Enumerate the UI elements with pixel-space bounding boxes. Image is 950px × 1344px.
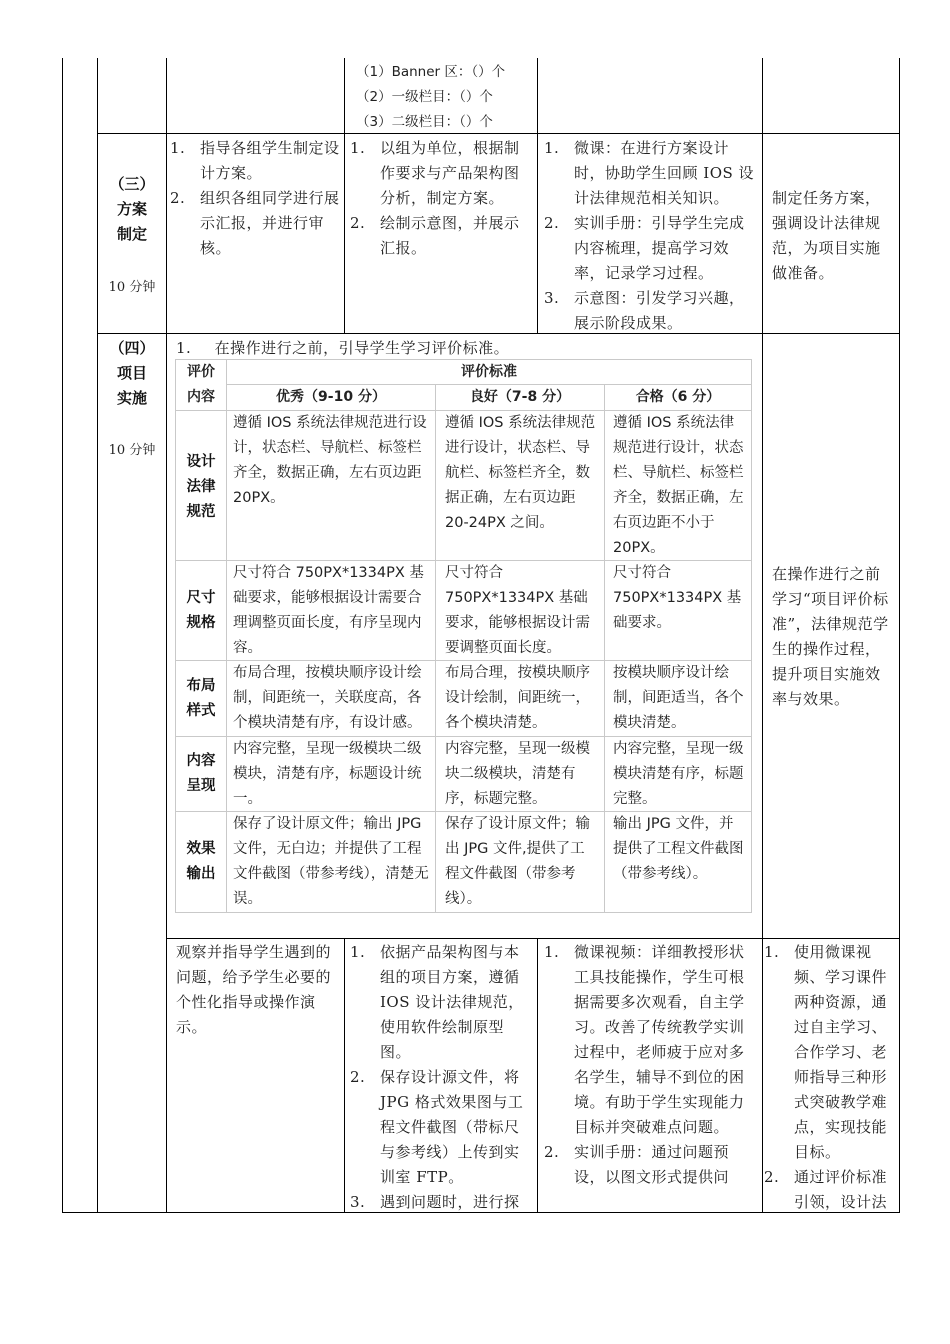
rubric-line (435, 384, 436, 912)
rubric-cell: 遵循 IOS 系统法律规范进行设计，状态栏、导航栏、标签栏齐全，数据正确，左右页边距不小于20PX。 (613, 415, 744, 556)
stage3-student (350, 136, 532, 261)
bottom-student (350, 940, 532, 1215)
rubric-cell: 布局合理，按模块顺序设计绘制，间距统一，各个模块清楚。 (445, 665, 590, 731)
rubric-cell: 输出 JPG 文件，并提供了工程文件截图（带参考线）。 (613, 816, 744, 882)
bottom-teacher: 观察并指导学生遇到的问题，给予学生必要的个性化指导或操作演示。 (176, 943, 332, 1036)
banner-line: （1）Banner 区：（）个 (356, 64, 506, 80)
list-item: 2. 保存设计源文件，将 JPG 格式效果图与工程文件截图（带标尺与参考线）上传到实训室 FTP。 (350, 1068, 524, 1186)
grid-line (344, 58, 345, 333)
rubric-cell: 按模块顺序设计绘制，间距适当，各个模块清楚。 (613, 665, 744, 731)
rubric-header-standard: 评价标准 (461, 364, 517, 380)
rubric-cell: 尺寸符合 750PX*1334PX 基础要求。 (613, 565, 742, 631)
banner-line: （2）一级栏目：（）个 (356, 89, 493, 105)
rubric-header-item: 评价 内容 (187, 364, 215, 405)
list-item: 1. 依据产品架构图与本组的项目方案，遵循 IOS 设计法律规范，使用软件绘制原型图。 (350, 943, 524, 1061)
grid-line (537, 58, 538, 333)
stage4-intro (176, 336, 756, 361)
rubric-item-size: 尺寸 规格 (186, 590, 216, 631)
rubric-item-content: 内容 呈现 (186, 753, 216, 794)
stage4-label-line: 实施 (116, 389, 147, 407)
list-item: 1. 指导各组学生制定设计方案。 (170, 139, 340, 182)
rubric-cell: 布局合理，按模块顺序设计绘制，间距统一，关联度高，各个模块清楚有序，有设计感。 (233, 665, 422, 731)
stage4-intent: 在操作进行之前学习“项目评价标准”，法律规范学生的操作过程，提升项目实施效率与效果。 (772, 565, 889, 708)
list-item: 2. 组织各组同学进行展示汇报，并进行审核。 (170, 189, 340, 257)
rubric-line (604, 384, 605, 912)
grid-line (166, 938, 900, 939)
rubric-line (226, 359, 227, 912)
stage3-label (98, 172, 166, 247)
rubric-cell: 尺寸符合 750PX*1334PX 基础要求，能够根据设计需要调整页面长度。 (445, 565, 590, 656)
grid-line (537, 938, 538, 1213)
grid-line (344, 938, 345, 1213)
rubric-item-layout: 布局 样式 (186, 678, 216, 719)
rubric-cell: 内容完整，呈现一级模块二级模块，清楚有序，标题完整。 (445, 741, 590, 807)
stage4-time: 10 分钟 (108, 443, 156, 458)
intro-text: 在操作进行之前，引导学生学习评价标准。 (214, 339, 510, 357)
grid-line (899, 58, 900, 1213)
rubric-cell: 遵循 IOS 系统法律规范进行设计，状态栏、导航栏、标签栏齐全，数据正确，左右页边距20PX。 (233, 415, 427, 506)
rubric-cell: 内容完整，呈现一级模块清楚有序，标题完整。 (613, 741, 744, 807)
stage4-label-line: （四） (109, 339, 155, 357)
bottom-resources (544, 940, 757, 1190)
list-item: 2. 实训手册：通过问题预设，以图文形式提供问 (544, 1143, 730, 1186)
rubric-item-output: 效果 输出 (186, 841, 216, 882)
rubric-cell: 保存了设计原文件；输出 JPG 文件，无白边；并提供了工程文件截图（带参考线），清楚无误。 (233, 816, 429, 907)
list-item: 2. 绘制示意图，并展示汇报。 (350, 214, 520, 257)
list-item: 3. 示意图：引发学习兴趣，展示阶段成果。 (544, 289, 745, 332)
stage3-time: 10 分钟 (108, 280, 156, 295)
intro-number: 1. (176, 339, 192, 357)
stage3-teacher (170, 136, 340, 261)
stage3-label-line: （三） (109, 175, 155, 193)
stage4-label-line: 项目 (116, 364, 147, 382)
rubric-line (751, 359, 752, 912)
rubric-level-excellent: 优秀（9-10 分） (276, 389, 386, 405)
grid-line (166, 58, 167, 1213)
grid-line (762, 58, 763, 1213)
list-item: 3. 遇到问题时，进行探 (350, 1193, 520, 1211)
list-item: 2. 实训手册：引导学生完成内容梳理，提高学习效率，记录学习过程。 (544, 214, 745, 282)
list-item: 1. 使用微课视频、学习课件两种资源，通过自主学习、合作学习、老师指导三种形式突破教学难点，实现技能目标。 (764, 943, 888, 1161)
stage4-label (98, 336, 166, 411)
stage3-label-line: 方案 (116, 200, 147, 218)
list-item: 1. 微课视频：详细教授形状工具技能操作，学生可根据需要多次观看，自主学习。改善了传统教学实训过程中，老师疲于应对多名学生，辅导不到位的困境。有助于学生实现能力目标并突破难点问题。 (544, 943, 745, 1136)
bottom-intent (764, 940, 896, 1215)
stage3-resources (544, 136, 757, 336)
list-item: 2. 通过评价标准引领，设计法 (764, 1168, 888, 1211)
list-item: 1. 微课：在进行方案设计时，协助学生回顾 IOS 设计法律规范相关知识。 (544, 139, 755, 207)
rubric-item-design-law: 设计 法律 规范 (186, 454, 216, 520)
rubric-cell: 遵循 IOS 系统法律规范进行设计，状态栏、导航栏、标签栏齐全，数据正确，左右页边距20-24PX 之间。 (445, 415, 596, 531)
rubric-level-good: 良好（7-8 分） (469, 389, 571, 405)
grid-line (62, 58, 63, 1213)
stage3-intent: 制定任务方案，强调设计法律规范，为项目实施做准备。 (772, 189, 881, 282)
list-item: 1. 以组为单位，根据制作要求与产品架构图分析，制定方案。 (350, 139, 520, 207)
rubric-level-pass: 合格（6 分） (635, 389, 721, 405)
rubric-cell: 内容完整，呈现一级模块二级模块，清楚有序，标题设计统一。 (233, 741, 422, 807)
rubric-line (175, 912, 752, 913)
stage3-label-line: 制定 (116, 225, 147, 243)
banner-line: （3）二级栏目：（）个 (356, 114, 493, 130)
rubric-cell: 保存了设计原文件；输出 JPG 文件,提供了工程文件截图（带参考线）。 (445, 816, 590, 907)
rubric-cell: 尺寸符合 750PX*1334PX 基础要求，能够根据设计需要合理调整页面长度，有序呈现内容。 (233, 565, 424, 656)
banner-count-list (356, 60, 534, 135)
grid-line (97, 333, 900, 334)
